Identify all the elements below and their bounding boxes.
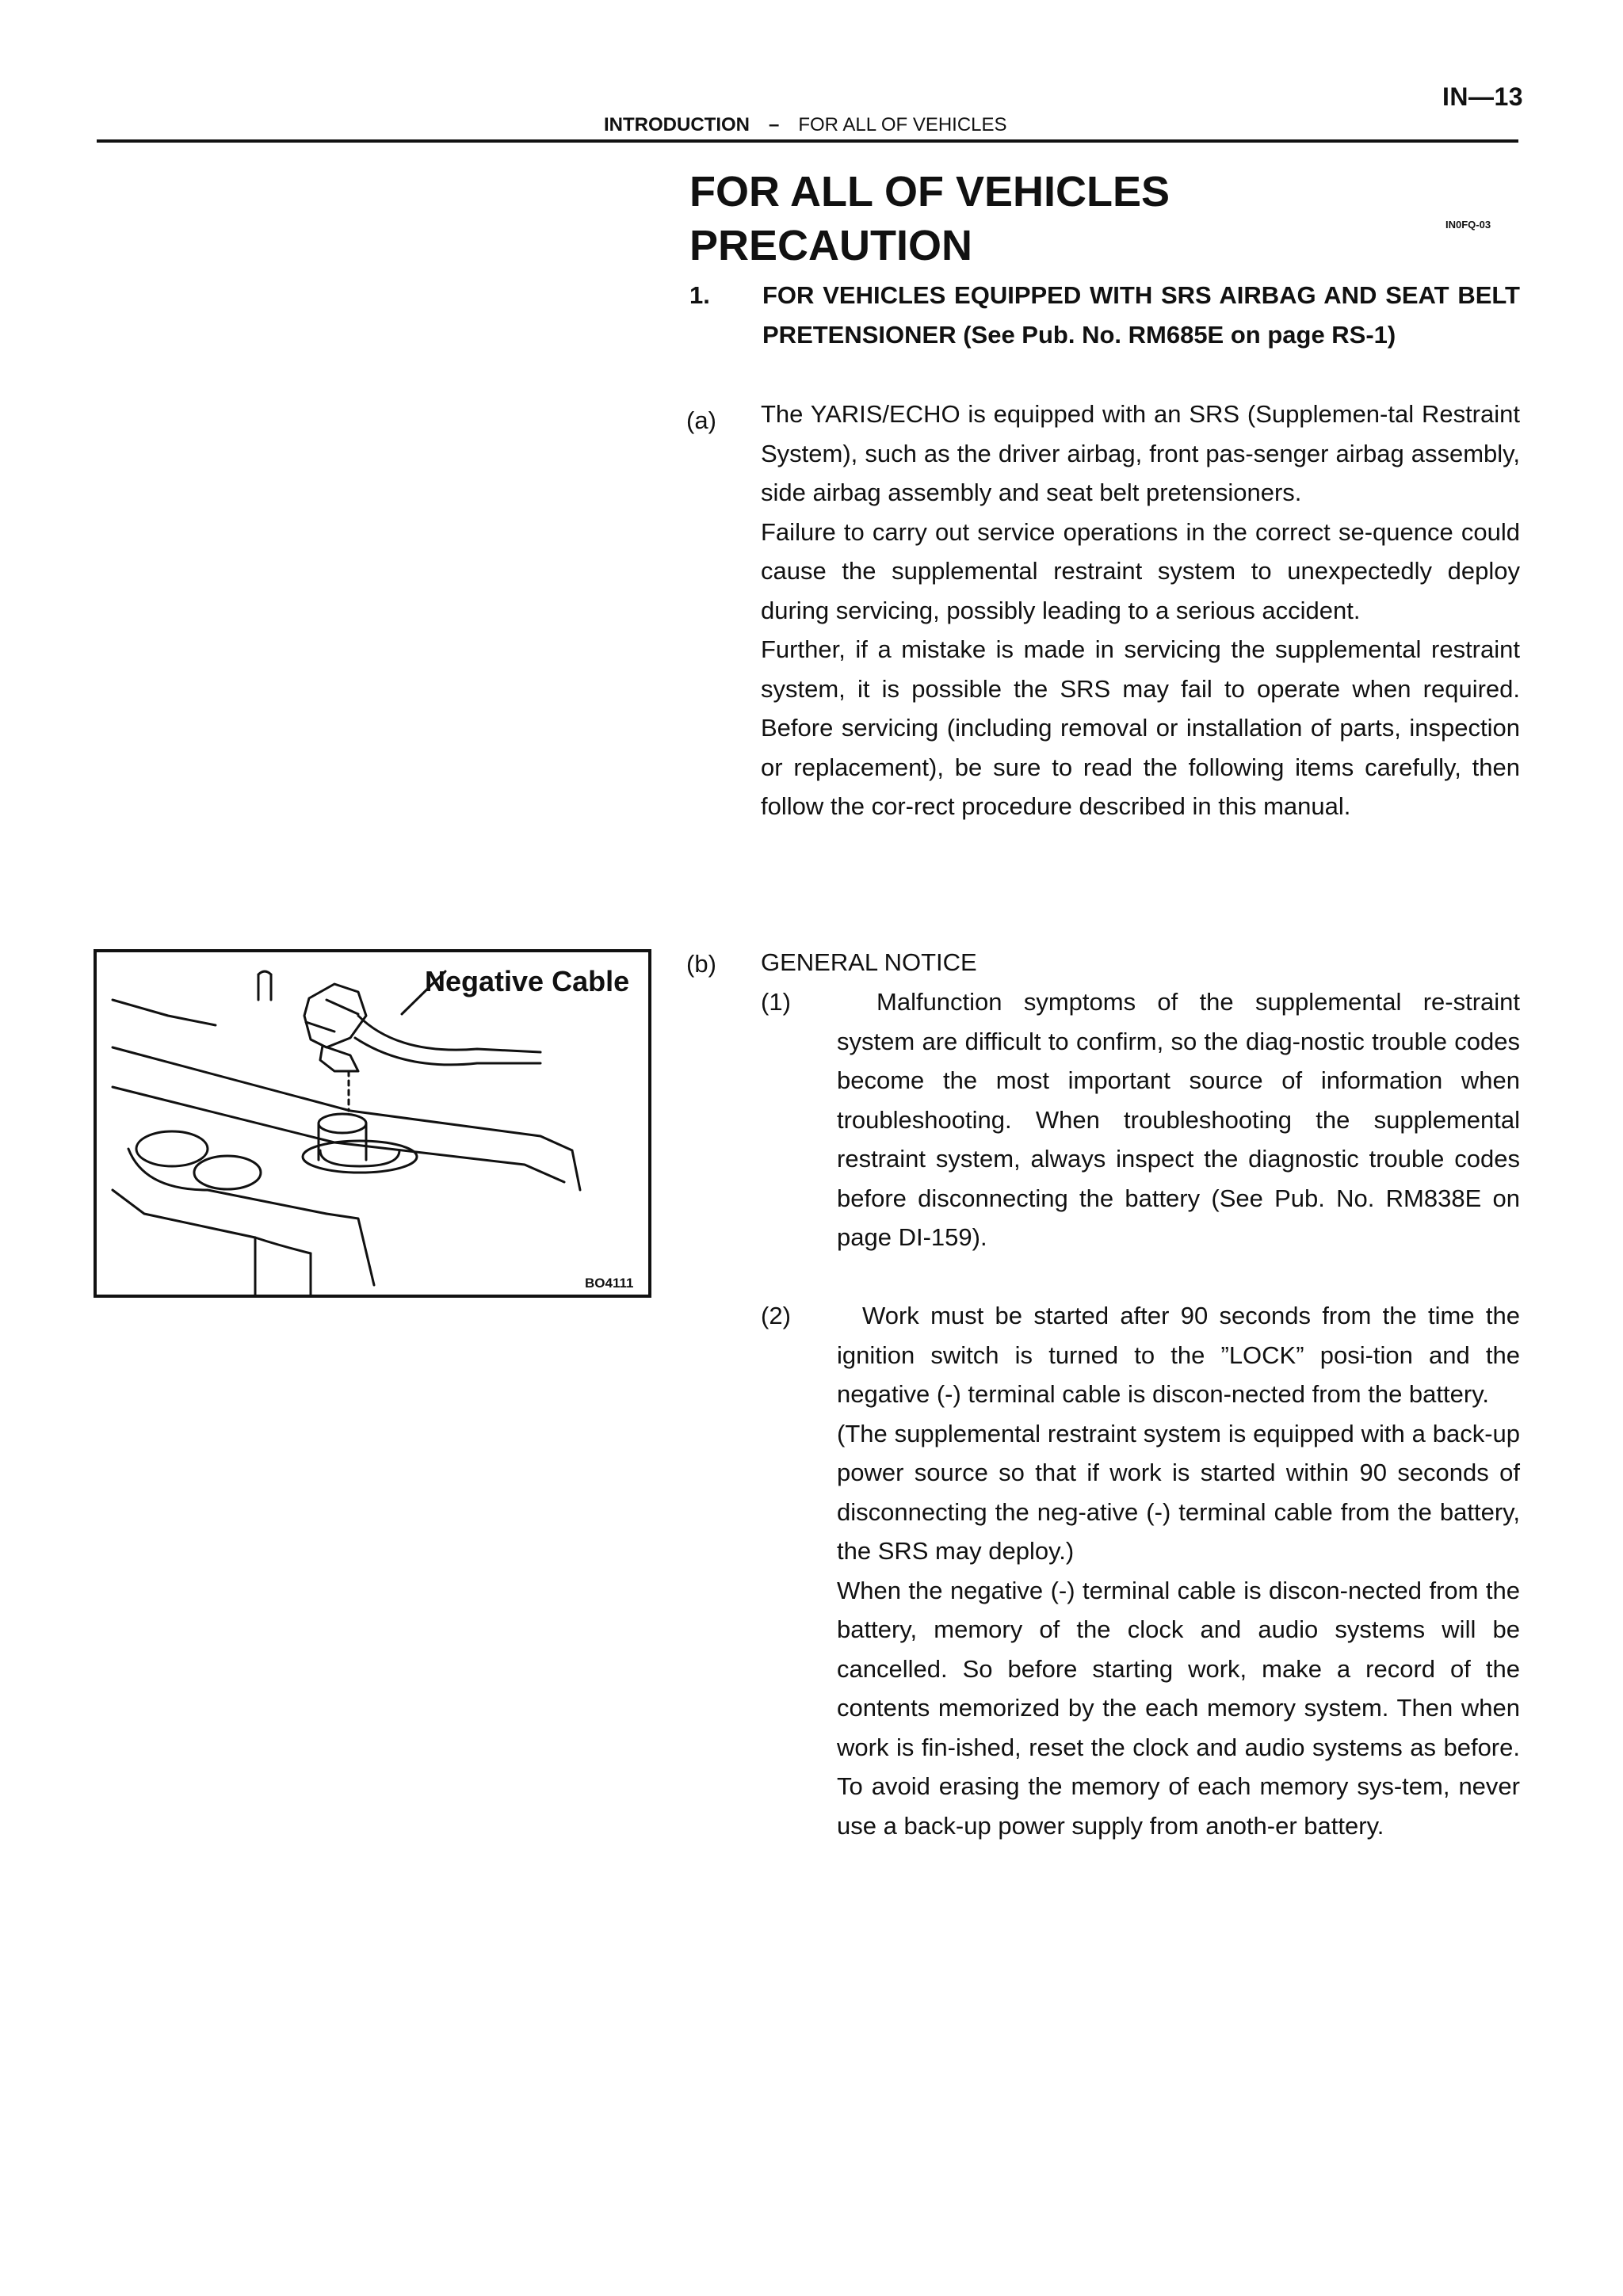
header-section: INTRODUCTION [604,114,750,135]
item-1-heading [762,276,1520,354]
battery-illustration [97,952,648,1295]
page-title [689,165,1170,273]
item-b2-paragraph-3: When the negative (-) terminal cable is discon-nected from the battery, memory of the clock and audio systems will be cancelled. So before starting work, make a record of the contents memorized by the each memory system. Then when work is fin-ished, reset the clock and audio systems as before. To avoid erasing the memory of each memory sys-tem, never use a back-up power supply from anoth-er battery. [837,1576,1520,1840]
battery-terminal-figure [94,949,651,1298]
item-b2-marker: (2) [761,1302,791,1329]
title-line-2: PRECAUTION [689,222,973,269]
item-b1-body [837,982,1520,1257]
header-rule [97,139,1518,143]
item-b1-marker: (1) [761,988,791,1016]
item-b1-paragraph-1: Malfunction symptoms of the supplemental re-straint system are difficult to confirm, so the diag-nostic trouble codes become the most important source of information when troubleshooting. When troubleshooting the supplemental restraint system, always inspect the diagnostic trouble codes before disconnecting the battery (See Pub. No. RM838E on page DI-159). [837,988,1520,1251]
item-a-paragraph-1: The YARIS/ECHO is equipped with an SRS (Supplemen-tal Restraint System), such as the driver airbag, front pas-senger airbag assembly, side airbag assembly and seat belt pretensioners. [761,400,1520,506]
item-b2-body [837,1296,1520,1845]
title-line-1: FOR ALL OF VEHICLES [689,168,1170,215]
item-b-heading: GENERAL NOTICE [761,948,977,976]
item-b2-paragraph-1: Work must be started after 90 seconds from the time the ignition switch is turned to the ”LOCK” posi-tion and the negative (-) terminal cable is discon-nected from the battery. [837,1302,1520,1408]
item-a-body [761,395,1520,826]
header-separator: – [768,114,780,135]
figure-callout: Negative Cable [425,965,630,997]
running-header [604,114,1007,136]
item-a-paragraph-3: Further, if a mistake is made in servicing the supplemental restraint system, it is possible the SRS may fail to operate when required. Before servicing (including removal or installation of parts, inspection or replacement), be sure to read the following items carefully, then follow the cor-rect procedure described in this manual. [761,635,1520,820]
item-a-paragraph-2: Failure to carry out service operations in the correct se-quence could cause the supplemental restraint system to unexpectedly deploy during servicing, possibly leading to a serious accident. [761,517,1520,624]
item-b-marker: (b) [686,950,716,978]
header-subsection: FOR ALL OF VEHICLES [798,114,1007,135]
document-code: IN0FQ-03 [1445,219,1491,231]
item-b2-paragraph-2: (The supplemental restraint system is equipped with a back-up power source so that if work is started within 90 seconds of disconnecting the neg-ative (-) terminal cable from the battery, the SRS may deploy.) [837,1419,1520,1565]
item-1-number: 1. [689,281,710,309]
item-1-heading-text: FOR VEHICLES EQUIPPED WITH SRS AIRBAG AND SEAT BELT PRETENSIONER (See Pub. No. RM685E on page RS-1) [762,281,1520,349]
figure-code: BO4111 [585,1276,634,1291]
item-a-marker: (a) [686,406,716,434]
page-number: IN—13 [1442,82,1524,111]
